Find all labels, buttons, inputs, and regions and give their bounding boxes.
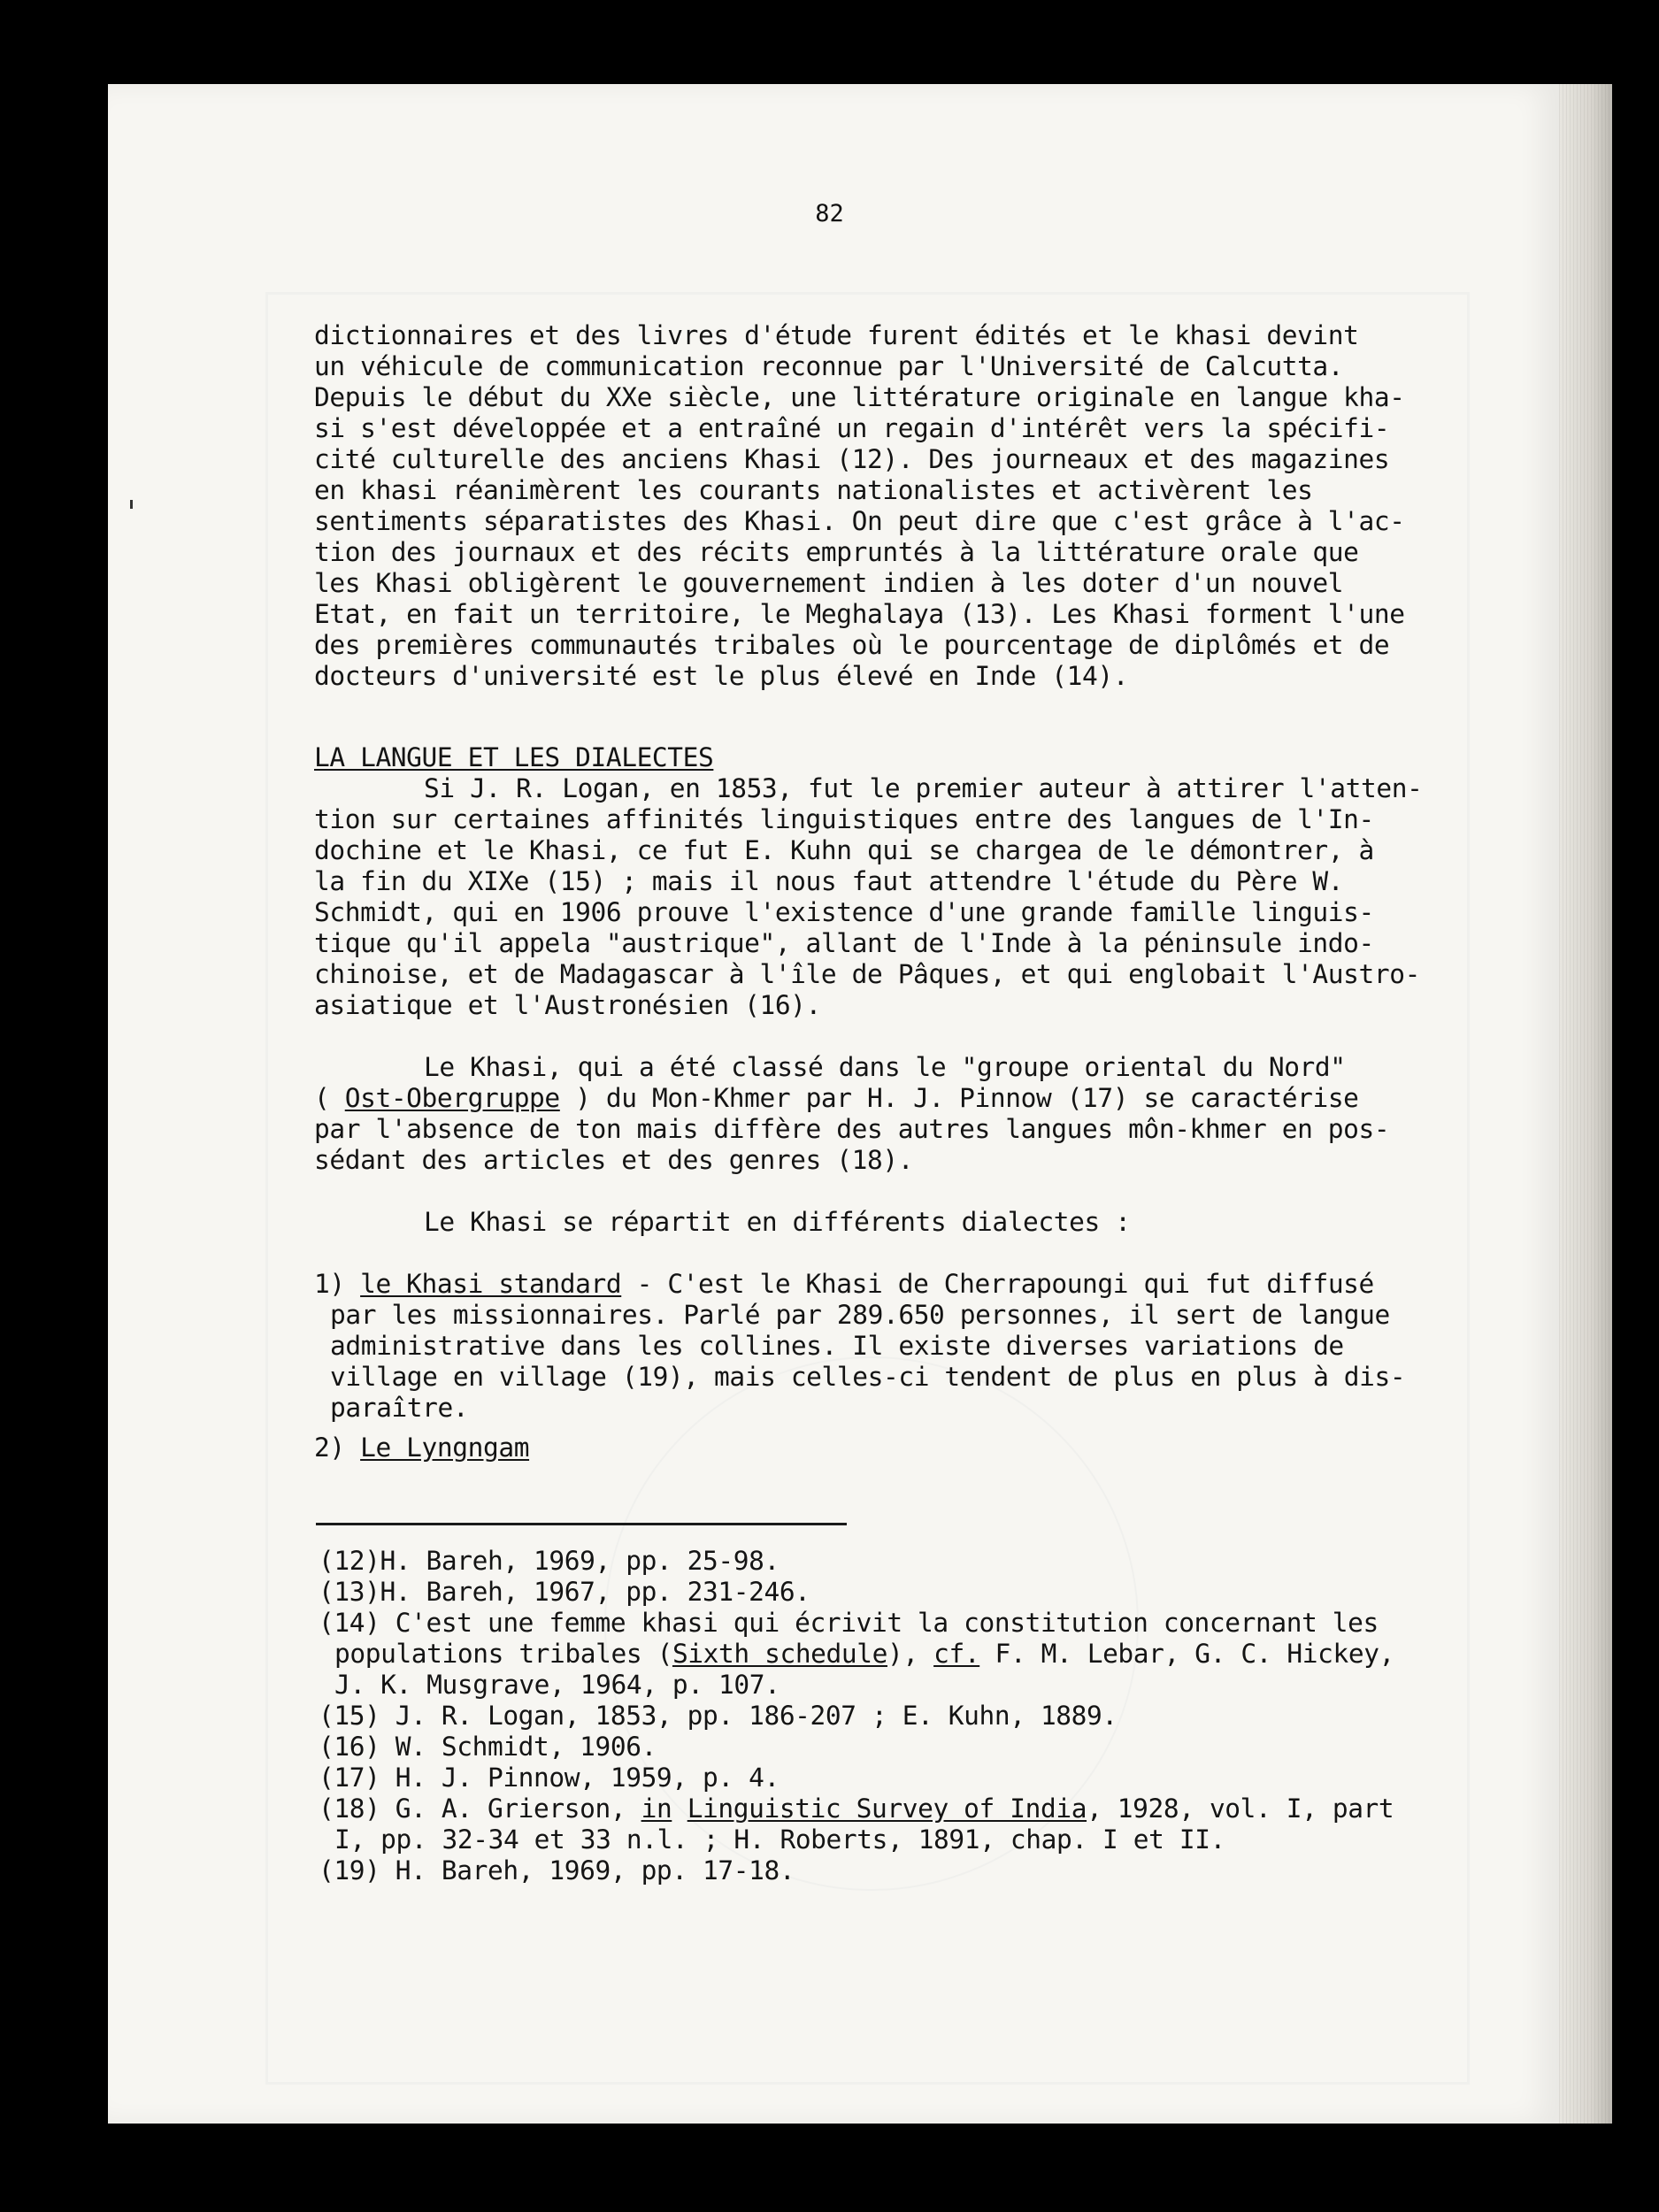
text-line: chinoise, et de Madagascar à l'île de Pâques, et qui englobait l'Austro- bbox=[314, 959, 1420, 989]
term-khasi-standard: le Khasi standard bbox=[360, 1269, 622, 1299]
text-line: en khasi réanimèrent les courants nationalistes et activèrent les bbox=[314, 475, 1313, 505]
paragraph-3 bbox=[314, 1052, 1464, 1176]
list-item-1 bbox=[314, 1269, 1464, 1424]
text-fragment: - C'est le Khasi de Cherrapoungi qui fut diffusé bbox=[621, 1269, 1374, 1299]
text-line: docteurs d'université est le plus élevé en Inde (14). bbox=[314, 661, 1129, 691]
section-heading: LA LANGUE ET LES DIALECTES bbox=[314, 742, 714, 772]
list-number: 1) bbox=[314, 1269, 361, 1299]
term-cf: cf. bbox=[933, 1639, 980, 1669]
text-line: tion sur certaines affinités linguistiques entre des langues de l'In- bbox=[314, 804, 1374, 834]
text-line: asiatique et l'Austronésien (16). bbox=[314, 990, 821, 1020]
text-line: par l'absence de ton mais diffère des autres langues môn-khmer en pos- bbox=[314, 1114, 1390, 1144]
footnote-12: (12)H. Bareh, 1969, pp. 25-98. bbox=[319, 1546, 780, 1576]
paragraph-1 bbox=[314, 320, 1464, 692]
footnote-17: (17) H. J. Pinnow, 1959, p. 4. bbox=[319, 1763, 780, 1793]
text-line: Schmidt, qui en 1906 prouve l'existence d'une grande famille linguis- bbox=[314, 897, 1374, 927]
footnote-18 bbox=[319, 1793, 1469, 1824]
footnote-15: (15) J. R. Logan, 1853, pp. 186-207 ; E. Kuhn, 1889. bbox=[319, 1701, 1118, 1731]
text-line: des premières communautés tribales où le pourcentage de diplômés et de bbox=[314, 630, 1390, 660]
text-fragment: (18) G. A. Grierson, bbox=[319, 1793, 641, 1824]
text-line: I, pp. 32-34 et 33 n.l. ; H. Roberts, 1891, chap. I et II. bbox=[334, 1824, 1225, 1855]
main-text bbox=[314, 320, 1464, 1463]
text-line: Le Khasi, qui a été classé dans le "groupe oriental du Nord" bbox=[424, 1052, 1346, 1082]
list-item-2 bbox=[314, 1432, 1464, 1463]
footnotes bbox=[319, 1546, 1469, 1886]
text-fragment: , 1928, vol. I, part bbox=[1087, 1793, 1394, 1824]
text-line: sédant des articles et des genres (18). bbox=[314, 1145, 914, 1175]
text-line: Etat, en fait un territoire, le Meghalaya (13). Les Khasi forment l'une bbox=[314, 599, 1405, 629]
paragraph-2 bbox=[314, 773, 1464, 1021]
text-line: par les missionnaires. Parlé par 289.650 personnes, il sert de langue bbox=[330, 1300, 1390, 1330]
text-line: cité culturelle des anciens Khasi (12). Des journeaux et des magazines bbox=[314, 444, 1390, 474]
title-linguistic-survey: Linguistic Survey of India bbox=[687, 1793, 1087, 1824]
text-line: tique qu'il appela "austrique", allant de l'Inde à la péninsule indo- bbox=[314, 928, 1374, 958]
paragraph-4: Le Khasi se répartit en différents dialectes : bbox=[424, 1207, 1131, 1237]
text-line: les Khasi obligèrent le gouvernement indien à les doter d'un nouvel bbox=[314, 568, 1344, 598]
term-sixth-schedule: Sixth schedule bbox=[672, 1639, 887, 1669]
text-line: Depuis le début du XXe siècle, une littérature originale en langue kha- bbox=[314, 382, 1405, 412]
text-line: Si J. R. Logan, en 1853, fut le premier auteur à attirer l'atten- bbox=[424, 773, 1423, 803]
text-fragment bbox=[672, 1793, 687, 1824]
term-ost-obergruppe: Ost-Obergruppe bbox=[344, 1083, 560, 1113]
text-line: dictionnaires et des livres d'étude furent édités et le khasi devint bbox=[314, 320, 1359, 350]
text-line: J. K. Musgrave, 1964, p. 107. bbox=[334, 1670, 780, 1700]
footnote-19: (19) H. Bareh, 1969, pp. 17-18. bbox=[319, 1855, 795, 1886]
text-line: village en village (19), mais celles-ci tendent de plus en plus à dis- bbox=[330, 1362, 1406, 1392]
text-fragment: F. M. Lebar, G. C. Hickey, bbox=[979, 1639, 1394, 1669]
text-fragment: ( bbox=[314, 1083, 345, 1113]
text-line: sentiments séparatistes des Khasi. On peut dire que c'est grâce à l'ac- bbox=[314, 506, 1405, 536]
text-fragment: populations tribales ( bbox=[334, 1639, 672, 1669]
text-line: paraître. bbox=[330, 1393, 469, 1423]
term-in: in bbox=[641, 1793, 672, 1824]
text-line: dochine et le Khasi, ce fut E. Kuhn qui se chargea de le démontrer, à bbox=[314, 835, 1374, 865]
text-line: la fin du XIXe (15) ; mais il nous faut attendre l'étude du Père W. bbox=[314, 866, 1344, 896]
text-fragment: ), bbox=[887, 1639, 934, 1669]
text-line: administrative dans les collines. Il existe diverses variations de bbox=[330, 1331, 1344, 1361]
text-fragment: ) du Mon-Khmer par H. J. Pinnow (17) se caractérise bbox=[559, 1083, 1359, 1113]
footnote-16: (16) W. Schmidt, 1906. bbox=[319, 1732, 657, 1762]
list-number: 2) bbox=[314, 1432, 361, 1463]
text-line: si s'est développée et a entraîné un regain d'intérêt vers la spécifi- bbox=[314, 413, 1390, 443]
margin-mark bbox=[130, 500, 133, 509]
footnote-14: (14) C'est une femme khasi qui écrivit la constitution concernant les bbox=[319, 1608, 1379, 1638]
text-line: tion des journaux et des récits empruntés à la littérature orale que bbox=[314, 537, 1359, 567]
page-stack-edge bbox=[1559, 84, 1612, 2124]
term-lyngngam: Le Lyngngam bbox=[360, 1432, 530, 1463]
text-line: un véhicule de communication reconnue par l'Université de Calcutta. bbox=[314, 351, 1344, 381]
footnote-13: (13)H. Bareh, 1967, pp. 231-246. bbox=[319, 1577, 810, 1607]
footnote-separator bbox=[316, 1523, 847, 1525]
page-number: 82 bbox=[815, 200, 844, 227]
